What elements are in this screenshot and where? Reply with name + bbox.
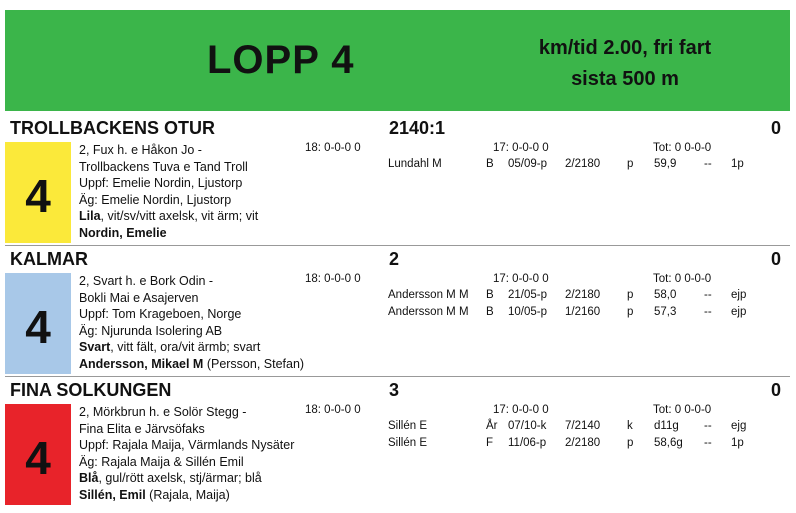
start-shoe: p xyxy=(627,289,634,301)
start-shoe: p xyxy=(627,305,634,318)
start-place: ejp xyxy=(731,305,747,318)
start-place: ejg xyxy=(731,420,747,432)
horse-score: 0 xyxy=(771,249,782,269)
horse-name: TROLLBACKENS OTUR xyxy=(10,118,215,138)
horse-pedigree-line2: Fina Elita e Järvsöfaks xyxy=(79,421,205,436)
start-time: 58,0 xyxy=(654,289,677,301)
start-odds: -- xyxy=(704,158,712,170)
start-number-box xyxy=(5,273,71,374)
horse-colors-main: Svart xyxy=(79,340,111,354)
start-odds: -- xyxy=(704,289,712,301)
start-track: 2/2180 xyxy=(565,436,601,449)
start-number-box xyxy=(5,404,71,505)
start-code: B xyxy=(486,289,494,301)
race-header xyxy=(5,10,790,111)
start-time: 58,6g xyxy=(654,436,683,449)
horse-driver-name: Andersson, Mikael M xyxy=(79,356,204,371)
horse-owner: Äg: Rajala Maija & Sillén Emil xyxy=(79,454,244,469)
horse-score: 0 xyxy=(771,118,782,138)
horse-breeder: Uppf: Rajala Maija, Värmlands Nysäter xyxy=(79,438,295,452)
start-track: 7/2140 xyxy=(565,420,601,432)
entry-divider xyxy=(5,245,790,246)
horse-driver xyxy=(79,356,304,373)
horse-colors xyxy=(79,208,258,225)
horse-pedigree-line1: 2, Mörkbrun h. e Solör Stegg - xyxy=(79,405,247,419)
horse-colors-rest: , vitt fält, ora/vit ärmb; svart xyxy=(110,340,261,354)
start-place: 1p xyxy=(731,158,744,170)
horse-distance: 2 xyxy=(389,249,400,269)
horse-driver-trainer: (Persson, Stefan) xyxy=(203,356,305,371)
horse-owner: Äg: Emelie Nordin, Ljustorp xyxy=(79,192,232,207)
race-title: LOPP 4 xyxy=(207,38,355,82)
stats-2017: 17: 0-0-0 0 xyxy=(493,404,549,416)
start-number: 4 xyxy=(25,432,51,484)
start-shoe: p xyxy=(627,436,634,449)
entry-divider xyxy=(5,376,790,377)
horse-colors-main: Blå xyxy=(79,471,99,485)
start-number: 4 xyxy=(25,301,51,353)
start-date: 10/05-p xyxy=(508,305,548,318)
horse-score: 0 xyxy=(771,380,782,400)
stats-2018: 18: 0-0-0 0 xyxy=(305,273,361,285)
horse-driver xyxy=(79,487,294,504)
horse-breeder: Uppf: Tom Krageboen, Norge xyxy=(79,307,242,321)
start-driver: Lundahl M xyxy=(388,158,442,170)
start-driver: Andersson M M xyxy=(388,289,469,301)
horse-pedigree-line2: Bokli Mai e Asajerven xyxy=(79,290,199,305)
horse-colors-main: Lila xyxy=(79,209,101,223)
start-track: 1/2160 xyxy=(565,305,601,318)
horse-colors xyxy=(79,470,294,487)
start-time: 59,9 xyxy=(654,158,677,170)
start-place: ejp xyxy=(731,289,747,301)
horse-colors-rest: , vit/sv/vitt axelsk, vit ärm; vit xyxy=(100,209,259,223)
horse-name: FINA SOLKUNGEN xyxy=(10,380,172,400)
horse-info xyxy=(79,142,258,241)
start-date: 21/05-p xyxy=(508,289,548,301)
horse-driver-trainer: (Rajala, Maija) xyxy=(145,487,230,502)
start-date: 05/09-p xyxy=(508,158,548,170)
stats-2018: 18: 0-0-0 0 xyxy=(305,404,361,416)
start-number: 4 xyxy=(25,170,51,222)
start-driver: Andersson M M xyxy=(388,305,469,318)
start-shoe: k xyxy=(627,420,633,432)
start-number-box xyxy=(5,142,71,243)
start-time: 57,3 xyxy=(654,305,677,318)
horse-driver xyxy=(79,225,258,242)
start-code: F xyxy=(486,436,494,449)
start-date: 11/06-p xyxy=(508,436,547,449)
horse-colors xyxy=(79,339,304,356)
start-time: d11g xyxy=(654,420,679,432)
start-odds: -- xyxy=(704,305,712,318)
horse-info xyxy=(79,273,304,372)
start-place: 1p xyxy=(731,436,744,449)
start-odds: -- xyxy=(704,436,712,449)
start-code: B xyxy=(486,305,494,318)
start-driver: Sillén E xyxy=(388,436,427,449)
horse-pedigree-line1: 2, Fux h. e Håkon Jo - xyxy=(79,143,202,157)
race-conditions-line1: km/tid 2.00, fri fart xyxy=(538,37,712,59)
horse-info xyxy=(79,404,294,503)
start-code: År xyxy=(486,420,498,432)
start-shoe: p xyxy=(627,158,634,170)
horse-distance: 2140:1 xyxy=(389,118,446,138)
start-odds: -- xyxy=(704,420,712,432)
horse-pedigree-line2: Trollbackens Tuva e Tand Troll xyxy=(79,159,248,174)
stats-total: Tot: 0 0-0-0 xyxy=(653,273,712,285)
start-track: 2/2180 xyxy=(565,289,601,301)
stats-2017: 17: 0-0-0 0 xyxy=(493,142,549,154)
stats-total: Tot: 0 0-0-0 xyxy=(653,404,712,416)
start-code: B xyxy=(486,158,494,170)
horse-breeder: Uppf: Emelie Nordin, Ljustorp xyxy=(79,176,243,190)
start-date: 07/10-k xyxy=(508,420,547,432)
start-track: 2/2180 xyxy=(565,158,601,170)
horse-colors-rest: , gul/rött axelsk, stj/ärmar; blå xyxy=(98,471,262,485)
stats-total: Tot: 0 0-0-0 xyxy=(653,142,712,154)
horse-driver-name: Sillén, Emil xyxy=(79,487,146,502)
race-conditions-line2: sista 500 m xyxy=(571,68,679,90)
horse-owner: Äg: Njurunda Isolering AB xyxy=(79,323,223,338)
horse-pedigree-line1: 2, Svart h. e Bork Odin - xyxy=(79,274,214,288)
horse-driver-name: Nordin, Emelie xyxy=(79,225,167,240)
horse-distance: 3 xyxy=(389,380,400,400)
horse-name: KALMAR xyxy=(10,249,88,269)
stats-2018: 18: 0-0-0 0 xyxy=(305,142,361,154)
start-driver: Sillén E xyxy=(388,420,427,432)
stats-2017: 17: 0-0-0 0 xyxy=(493,273,549,285)
race-conditions xyxy=(505,33,745,95)
